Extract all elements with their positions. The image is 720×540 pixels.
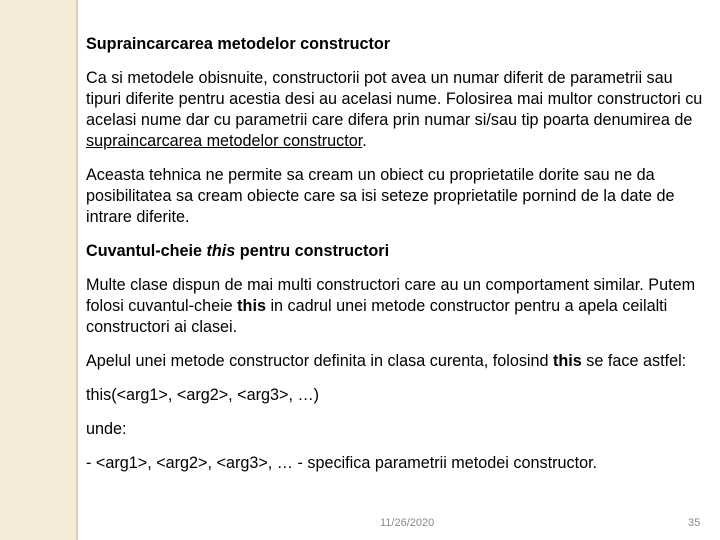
- paragraph-call: [86, 351, 708, 372]
- slide-number: 35: [688, 517, 701, 529]
- heading-keyword: this: [206, 242, 236, 260]
- footer-date: 11/26/2020: [380, 517, 435, 529]
- heading-text-end: pentru constructori: [235, 242, 390, 260]
- paragraph-text: Ca si metodele obisnuite, constructorii pot avea un numar diferit de parametrii sau tipuri diferite pentru acestia desi au acelasi nume. Folosirea mai multor constructori cu acelasi nume dar cu parametrii care difera prin numar si/sau tip poarta denumirea de: [86, 69, 703, 129]
- paragraph-text-end: se face astfel:: [581, 352, 687, 370]
- paragraph-multiple-constructors: [86, 275, 708, 338]
- slide-side-band: [0, 0, 78, 540]
- heading-text: Cuvantul-cheie: [86, 242, 207, 260]
- keyword-this: this: [553, 352, 582, 370]
- slide-content: [86, 34, 708, 487]
- overloading-term: supraincarcarea metodelor constructor: [86, 132, 363, 150]
- section-heading-this: [86, 241, 708, 262]
- paragraph-text-end: in cadrul unei metode constructor pentru a apela ceilalti constructori ai clasei.: [86, 297, 668, 336]
- paragraph-technique: Aceasta tehnica ne permite sa cream un obiect cu proprietatile dorite sau ne da posibilitatea sa cream obiecte care sa isi seteze proprietatile pornind de la date de intrare diferite.: [86, 166, 675, 226]
- paragraph-text: Apelul unei metode constructor definita in clasa curenta, folosind: [86, 352, 554, 370]
- unde-label: unde:: [86, 420, 127, 438]
- paragraph-end: .: [362, 132, 367, 150]
- paragraph-overloading: [86, 68, 708, 152]
- paragraph-text: Multe clase dispun de mai multi constructori care au un comportament similar. Putem folosi cuvantul-cheie: [86, 276, 696, 315]
- bullet-args: - <arg1>, <arg2>, <arg3>, … - specifica parametrii metodei constructor.: [86, 454, 598, 472]
- code-line: this(<arg1>, <arg2>, <arg3>, …): [86, 386, 320, 404]
- keyword-this: this: [237, 297, 266, 315]
- slide-title: Supraincarcarea metodelor constructor: [86, 35, 391, 53]
